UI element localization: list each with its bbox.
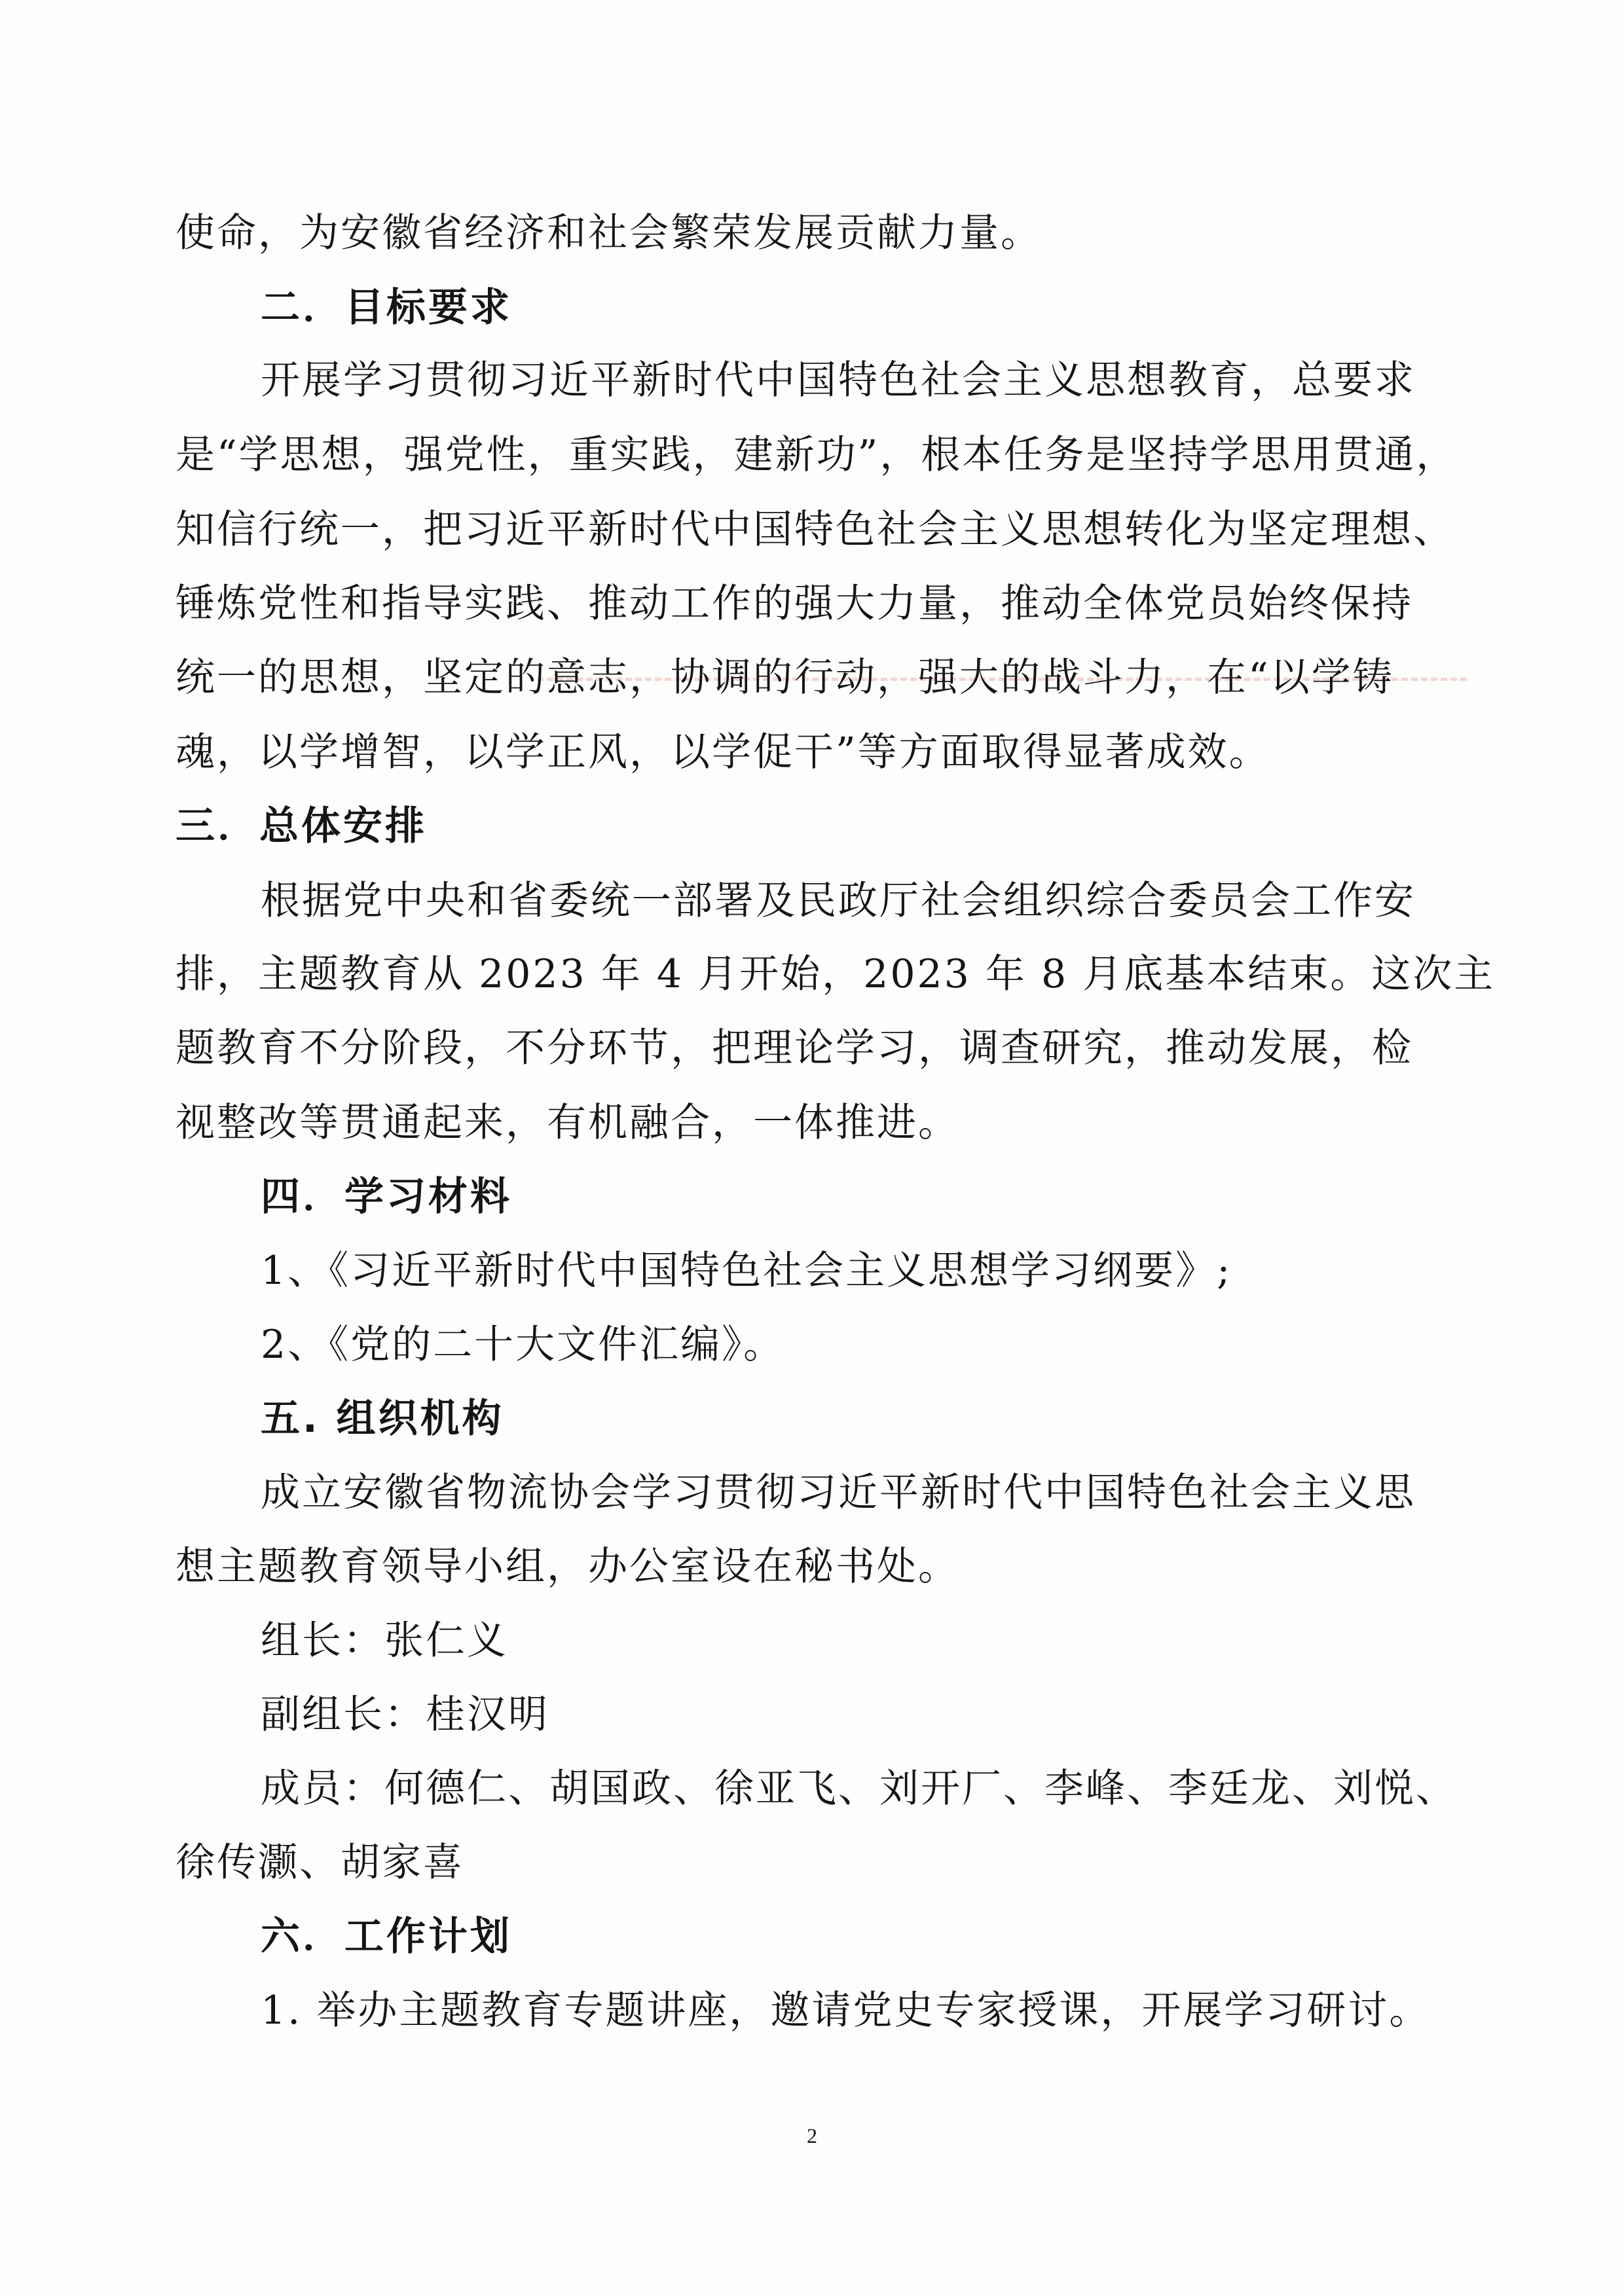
list-item: 2、《党的二十大文件汇编》。 xyxy=(261,1322,785,1368)
paragraph-line: 排，主题教育从 2023 年 4 月开始，2023 年 8 月底基本结束。这次主 xyxy=(175,951,1496,997)
section-heading-arrangement: 三．总体安排 xyxy=(175,803,427,849)
paragraph-line: 开展学习贯彻习近平新时代中国特色社会主义思想教育，总要求 xyxy=(261,357,1416,403)
group-members-continued: 徐传灏、胡家喜 xyxy=(175,1840,464,1886)
paragraph-line: 根据党中央和省委统一部署及民政厅社会组织综合委员会工作安 xyxy=(261,878,1416,924)
list-item: 1、《习近平新时代中国特色社会主义思想学习纲要》; xyxy=(261,1248,1232,1294)
page-number: 2 xyxy=(807,2124,817,2147)
paragraph-line: 锤炼党性和指导实践、推动工作的强大力量，推动全体党员始终保持 xyxy=(175,581,1413,627)
deputy-group-leader: 副组长：桂汉明 xyxy=(261,1692,549,1738)
list-item: 1. 举办主题教育专题讲座，邀请党史专家授课，开展学习研讨。 xyxy=(261,1988,1431,2033)
section-heading-organization: 五. 组织机构 xyxy=(261,1396,504,1442)
paragraph-line: 魂，以学增智，以学正风，以学促干”等方面取得显著成效。 xyxy=(175,729,1270,775)
section-heading-materials: 四．学习材料 xyxy=(261,1174,512,1220)
section-heading-work-plan: 六．工作计划 xyxy=(261,1914,512,1959)
paragraph-line: 知信行统一，把习近平新时代中国特色社会主义思想转化为坚定理想、 xyxy=(175,507,1454,553)
paragraph-line: 题教育不分阶段，不分环节，把理论学习，调查研究，推动发展，检 xyxy=(175,1025,1413,1071)
section-heading-goals: 二．目标要求 xyxy=(261,285,512,331)
paragraph-line: 是“学思想，强党性，重实践，建新功”，根本任务是坚持学思用贯通， xyxy=(175,432,1458,478)
paragraph-line: 想主题教育领导小组，办公室设在秘书处。 xyxy=(175,1544,959,1590)
paragraph-line: 使命，为安徽省经济和社会繁荣发展贡献力量。 xyxy=(175,210,1042,256)
group-members: 成员：何德仁、胡国政、徐亚飞、刘开厂、李峰、李廷龙、刘悦、 xyxy=(261,1766,1457,1812)
paragraph-line: 统一的思想，坚定的意志，协调的行动，强大的战斗力，在“以学铸 xyxy=(175,655,1394,701)
group-leader: 组长：张仁义 xyxy=(261,1618,508,1664)
paragraph-line: 成立安徽省物流协会学习贯彻习近平新时代中国特色社会主义思 xyxy=(261,1470,1416,1516)
paragraph-line: 视整改等贯通起来，有机融合，一体推进。 xyxy=(175,1100,959,1146)
